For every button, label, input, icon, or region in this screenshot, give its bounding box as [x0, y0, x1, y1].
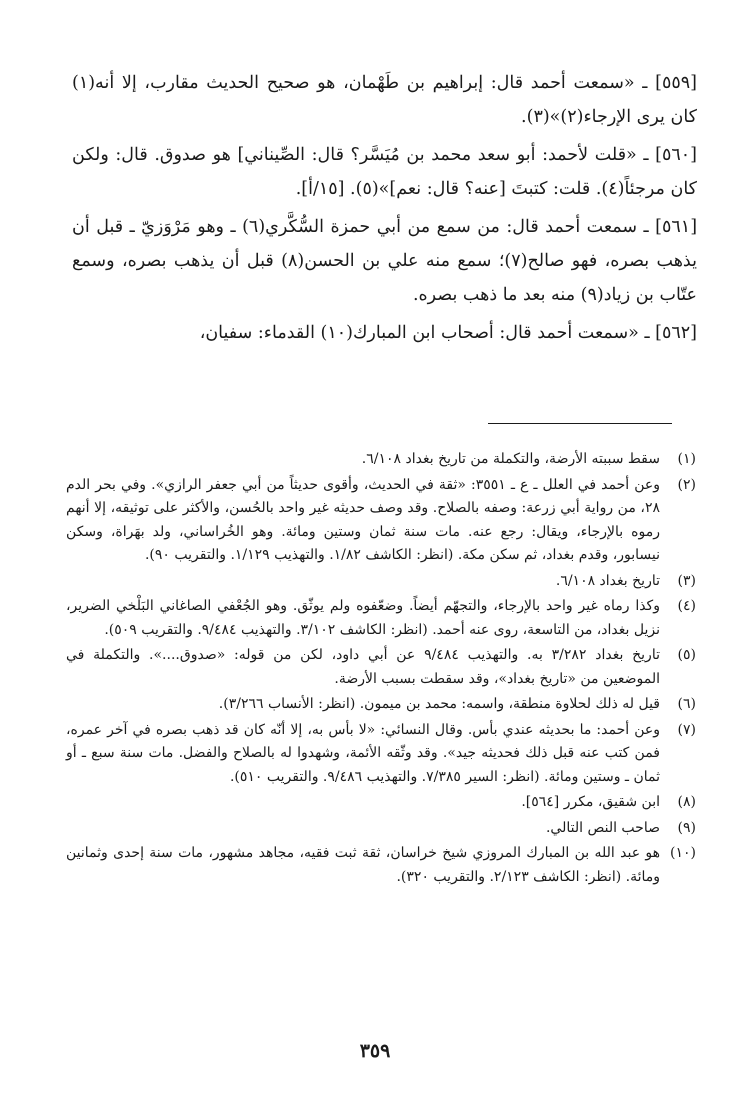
footnote-text: تاريخ بغداد ٣/٢٨٢ به. والتهذيب ٩/٤٨٤ عن أبي داود، لكن من قوله: «صدوق....». والتكملة في الموضعين من «تاريخ بغداد»، وقد سقطت بسبب الأرضة. — [66, 647, 660, 687]
footnote-2 — [66, 474, 696, 568]
footnote-number: (٢) — [677, 476, 696, 493]
footnote-number: (٣) — [677, 572, 696, 589]
footnote-text: وعن أحمد في العلل ـ ع ـ ٣٥٥١: «ثقة في الحديث، وأقوى حديثاً من أبي جعفر الرازي». وفي بحر الدم ٢٨، من رواية أبي زرعة: وصفه بالصلاح. وقد وصف حديثه غير واحد بالحُسن، والأكثر على توثيقه، إلا أنهم رموه بالإرجاء، ويقال: رجع عنه. مات سنة ثمان وستين ومائة. وهو الخُراساني، ولد بهَراة، وسكن نيسابور، وقدم بغداد، ثم سكن مكة. (انظر: الكاشف ١/٨٢. والتهذيب ١/١٢٩. والتقريب ٩٠). — [66, 476, 660, 563]
entry-559: [٥٥٩] ـ «سمعت أحمد قال: إبراهيم بن طَهْمان، هو صحيح الحديث مقارب، إلا أنه(١) كان يرى الإرجاء(٢)»(٣). — [72, 73, 697, 127]
footnote-number: (٩) — [677, 819, 696, 836]
footnote-text: هو عبد الله بن المبارك المروزي شيخ خراسان، ثقة ثبت فقيه، مجاهد مشهور، مات سنة إحدى وثمانين ومائة. (انظر: الكاشف ٢/١٢٣. والتقريب ٣٢٠). — [66, 845, 660, 885]
footnote-8 — [66, 791, 696, 815]
footnote-text: تاريخ بغداد ٦/١٠٨. — [555, 572, 660, 589]
footnote-number: (٤) — [677, 598, 696, 614]
footnote-number: (١) — [677, 451, 696, 467]
page-number: ٣٥٩ — [359, 1040, 391, 1062]
main-text — [72, 66, 697, 354]
footnote-number: (٨) — [677, 794, 696, 810]
footnote-number: (٧) — [677, 721, 696, 738]
footnote-separator — [488, 423, 672, 424]
footnote-text: ابن شقيق، مكرر [٥٦٤]. — [521, 794, 660, 810]
entry-560: [٥٦٠] ـ «قلت لأحمد: أبو سعد محمد بن مُيَسَّر؟ قال: الصِّيناني] هو صدوق. قال: ولكن كان مرجئاً(٤). قلت: كتبتَ [عنه؟ قال: نعم]»(٥). [١٥/أ]. — [72, 145, 697, 199]
footnote-number: (٥) — [677, 647, 696, 663]
footnote-7 — [66, 719, 696, 790]
footnote-4 — [66, 595, 696, 642]
footnote-text: قيل له ذلك لحلاوة منطقة، واسمه: محمد بن ميمون. (انظر: الأنساب ٣/٢٦٦). — [218, 696, 660, 712]
footnote-number: (٦) — [677, 696, 696, 712]
footnote-5 — [66, 644, 696, 691]
footnote-text: صاحب النص التالي. — [545, 819, 660, 836]
entry-562: [٥٦٢] ـ «سمعت أحمد قال: أصحاب ابن المبارك(١٠) القدماء: سفيان، — [199, 323, 697, 343]
footnote-3 — [66, 570, 696, 594]
footnote-9 — [66, 817, 696, 841]
footnote-text: سقط سببته الأرضة، والتكملة من تاريخ بغداد ٦/١٠٨. — [361, 451, 660, 467]
footnote-6 — [66, 693, 696, 717]
entry-561: [٥٦١] ـ سمعت أحمد قال: من سمع من أبي حمزة السُّكَّري(٦) ـ وهو مَرْوَزيّ ـ قبل أن يذهب بصره، فهو صالح(٧)؛ سمع منه علي بن الحسن(٨) قبل أن يذهب بصره، وسمع عتّاب بن زياد(٩) منه بعد ما ذهب بصره. — [72, 217, 698, 305]
footnote-10 — [66, 842, 696, 889]
footnote-number: (١٠) — [670, 845, 696, 861]
footnote-text: وكذا رماه غير واحد بالإرجاء، والتجهّم أيضاً. وضعّفوه ولم يوثّق. وهو الجُعْفي الصاغاني البَلْخي الضرير، نزيل بغداد، من التاسعة، روى عنه أحمد. (انظر: الكاشف ٣/١٠٢. والتهذيب ٩/٤٨٤. والتقريب ٥٠٩). — [66, 598, 660, 638]
footnote-1 — [66, 448, 696, 472]
footnote-text: وعن أحمد: ما بحديثه عندي بأس. وقال النسائي: «لا بأس به، إلا أنّه كان قد ذهب بصره في آخر عمره، فمن كتب عنه قبل ذلك فحديثه جيد». وقد وثّقه الأئمة، وشهدوا له بالصلاح والفضل. مات سنة سبع ـ أو ثمان ـ وستين ومائة. (انظر: السير ٧/٣٨٥. والتهذيب ٩/٤٨٦. والتقريب ٥١٠). — [66, 721, 660, 785]
footnotes — [66, 448, 696, 891]
